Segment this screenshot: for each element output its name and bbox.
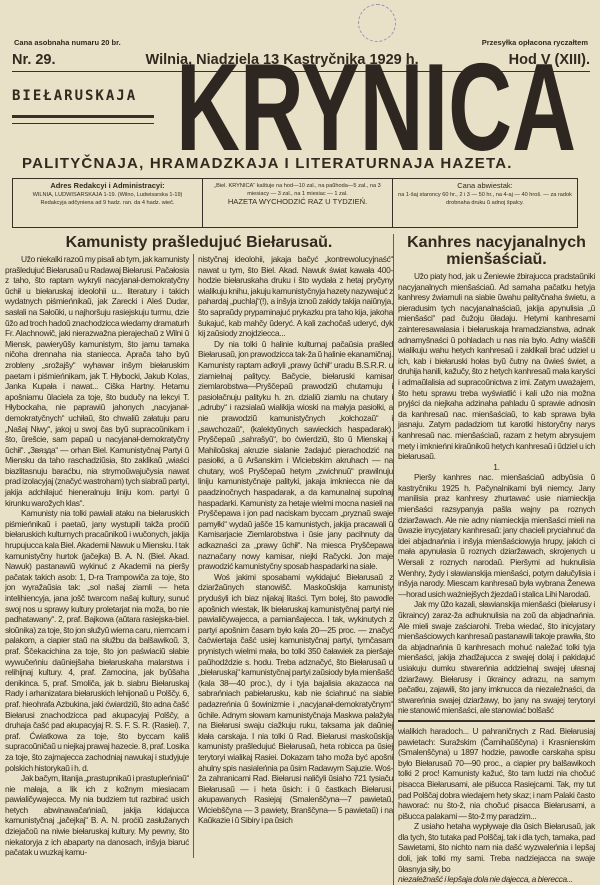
article1 [5, 234, 393, 885]
issue-date: Wilnia, Niadziela 13 Kastryčnika 1929 h. [145, 52, 419, 68]
paragraph: Jak bačym, litanija „prastupnikaŭ i prastupleńniaŭ“ nie małaja, a lik ich z kožnym miesiacam pawialičywajecca. My nia budziem tut razbirać usich hetych abwinawačańniaŭ, jakija kidajucca kamunistyčnaj „jačejkaj“ B. A. N. proćiŭ zasłužanych dziejačoŭ na niwie biełaruskaj kultury. My pewny, što niekatoryja z ich abaparty na danosach, inšyja biaruć pačatak u wuzkaj kamu- [5, 773, 189, 858]
page-body [5, 234, 595, 885]
paragraph: wialikich haradoch... U pahraničnych z Rad. Biełarusiaj pawietach: Suražskim (Čarnihaŭščyna) i Krasnienskim (Smalenščyna) u 1897 hodzie, pawodle carskaha spisu było Biełarusaŭ 70—90 proc., a ciapier pry balšawikoch tolki 2 proc! Kamunisty kažuć, što tam ludzi nia chočuć pisacca Biełarusami, ale pišucca Rasiejcami. Tak, my tut pad Polščaj dobra wiedajem hety skaz; i nam Palaki často haworać: nu što-ž, nia chočuć pisacca Biełarusami, a pišucca palakami — što-ž my paradzim... [398, 725, 595, 821]
paragraph: Dy nia tolki ŭ halinie kulturnaj pačaŭsia prašled Biełarusaŭ, jon prawodzicca tak-ža ŭ halinie ekanamičnaj. Kamunisty raptam adkryli „prawy ŭchił“ uradu B.S.R.R. u ziamielnaj palitycy. Bačycie, biełaruski kamisar ziemlarobstwa—Pryščepaŭ prawodziŭ chutarnuju i pasiołačnuju palityku h. zn. dzialiŭ ziamlu na chutary i „adruby“ i razsialaŭ wialikija wioski na małyja pasiołki, a nie prawodziŭ kamunistyčnych „kołchozaŭ“ i „sawchozaŭ“, (kalektyŭnych sawieckich haspadarak). Pryščepaŭ „sahrašyŭ“, bo ćwierdziŭ, što ŭ Mienskaj i Mahiloŭskaj akruzie sialanie žadajuć pierachodzić na pasiołki, a ŭ Aršanskim i Wiciebskim akruhach — na chutary, woš Pryščepaŭ hetym „zwichnuŭ“ prawilnuju liniju kamunistyčnaje palityki, jakaja imkniecca nie da paadzinočnych haspadarak, a da kamunalnaj supolnaj haspadarki. Kamunisty za hetaje wielmi mocna nasieli na Pryščepawa i jon pad naciskam byccam „pryznaŭ swaje pamyłki“ wydaŭ jašče 15 kamunistych, jakija pracawali ŭ Kamisarjacie Ziemlarobstwa i ŭsie jany pacihnuty da adkaznaści za „prawy ŭchił“. Na miesca Pryščepawa naznačany nowy kamisar, niejki Račycki. Jon maje prawodzić kamunistyčny sposab haspadarki na siale. [198, 338, 393, 572]
masthead-logo [176, 56, 578, 156]
issue-year: Hod V (XIII). [508, 52, 590, 68]
ads-panel [393, 179, 577, 227]
paragraph: Jak my ŭžo kazali, sławianskija mienšaści (biełarusy i ŭkraincy) zaraz-ža adhuknulisia na zoŭ da abjadnańnia. Ale mieli swaje zaściarohi. Treba wiedać, što inicyjatary mienšaściowych kanhresaŭ pastanawili takoje prawiła, što da abjadnańnia ŭ kanhresach mohuć naležać tolki tyja mienšaści, jakija zhadžajucca z swajej dolaj i pakidajuć usiakuju dumku stwareńnia addzielnaj swajej ułasnaj dziaržawy. Biełarusy i ŭkraincy adrazu, na samym pačatku, zajawili, što jany imknucca da niezaležnaści, da stwareńnia swajej dziaržawy, bo jany na swajej terytoryi nie stanowić mienšaści, ale stanowiać bolšašć [398, 599, 595, 716]
paragraph: nistyčnaj ideolohii, jakaja bačyć „kontrewolucyjnaść“ nawat u tym, što Biel. Akad. Nawuk świat kawała 400-hodzie biełaruskaha druku i što wydała z hetaj pryčyny wialikuju knihu, jakuju kamunistyčnyja hazety nazywajuć z pahardaj „puchlaj“(!), a inšyja iznoŭ zakidy takija naiŭnyja, što sapraŭdy prypaminajuć prykazku pra taho kija, jakoha šukajuć, kab mahčy ŭderyć. A kali zachočaš uderyć, dyk kij zaŭsiody znojdziecca... [198, 254, 393, 339]
info-box [12, 178, 578, 228]
postage-note: Przesyłka opłacona ryczałtem [481, 38, 588, 47]
section-rule [398, 720, 595, 722]
article1-continuation [398, 726, 595, 885]
masthead-prefix: BIEŁARUSKAJA [12, 88, 138, 104]
address: WILNIA, LUDWISARSKAJA 1-19. (Wilno, Ludwisarska 1-19) [32, 192, 183, 198]
article1-title: Kamunisty prašledujuć Biełarusaŭ. [65, 234, 333, 251]
issue-price: Cana asobnaha numaru 20 br. [14, 38, 121, 47]
paragraph: Kamunisty nia tolki pawiali ataku na biełaruskich piśmieńnikaŭ i paetaŭ, jany wystupili takža proćiŭ biełaruskich kulturnych pracaŭnikoŭ i wučonych, jakija hrupujucca kala Biel. Akademii Nawuk u Miensku. I tak kamunistyčny hurtok (jačejka) B. A. N. (Biel. Akad. Nawuk) pastanawiŭ wykinuć z Akademii na pieršy pačatak takich asob: 1, D-ra Trampowiča za toje, što jon wyražaŭsia tak: „sol našaj ziamli — heta intelihiencyja, jana jošč twarcom našaj kultury, sunuć swoj nos u sprawy kultury proletarjat nia moža, bo nie padhatawany“. 2, praf. Bajkowa (aŭtara rasiejska-biel. słoŭnika) za toje, što jon słužyŭ wierna caru, niemcam i palakom, a ciapier staŭ na słužbu da balšawikoŭ. 3, praf. Ščekacichina za toje, što jon paświaciŭ słabie wywučeńniu daŭniejšaha biełaruskaha malarstwa i relihijnaj kultury. 4, praf. Zamocina, jak byŭšaha denikinca. 5, praf. Smoliča, jak b. siabru Biełaruskaj Rady i arhanizatara biełaruskich lehijonaŭ u Polščy. 6, praf. hieohrafa Azbukina, jaki ćwiardziŭ, što adna čašć Biełarusi znachodzicca pad akupacyjaj Polščy, a druhaja čašć pad akupacyjaj R. S. F. S. R. (Rasiei). 7, praf. Ćwiatkowa za toje, što byccam kališ supracoŭničaŭ u niejkaj prawaj hazecie. 8, praf. Losika za toje, što zajmajecca zachodniaj nawukaj i studyjuje polskich historykaŭ i h. d. [5, 508, 189, 773]
masthead-title: KRYNICA [176, 56, 576, 156]
office-hours: Redakcyja adčyniena ad 9 hadz. ran. da 4 hadz. wieč. [40, 200, 175, 206]
right-column [393, 234, 595, 885]
subscription-panel [203, 179, 393, 227]
closing-line: niezaležnašć i lepšaja dola nie dajecca, a bierecca... [398, 874, 573, 885]
paragraph: Z usiaho hetaha wypływaje dla ŭsich Biełarusaŭ, jak dla tych, što tutaka pad Polščaj, tak i dla tych, tamaka, pad Sawietami, što nichto nam nia dašć wyzwaleńnia i lepšaj doli, jak tolki my sami. Treba nadziejacca na swaje ŭłasnyja siły, bo [398, 821, 595, 874]
paragraph: Užo piaty hod, jak u Ženiewie źbirajucca pradstaŭniki nacyjanalnych mienšaściaŭ. Ad samaha pačatku hetyja kanhresy źwiarnuli na siabie ŭwahu palityčnaha świetu, a pieradusim tych nacyjanalnaściaŭ, jakija apynulisia „ŭ mienšaści“ pad čužoju ŭładaju. Hetymi kanhresami zainteresawalasia i biełaruskaja hramadzianstwa, adnak adnamyšnaści ŭ pohladach u nas nia było. Adny wiaščili wialikuju wahu hetych kanhresaŭ i zaklikali brać udziel u ich, kab i biełaruski hołas byŭ čutny na ŭwieś świet, a druhija hanili, kažučy, što z hetych kanhresaŭ mała karyści i admaŭlalisia ad supracoŭnictwa z imi. Zatym uważajem, što hetu sprawu treba wyświatlić i kali užo nia možna pryjści da niejkaha adzinaha pahladu ŭ sprawie adnosin da kanhresaŭ nac. mienšaściaŭ, to kab sprawa była jasnaju. Zatym padadziom tut karotki historyčny narys kanhresaŭ nac. mienšaściaŭ, razam z hetym abrysujem mety i imknieńni kiraŭnikoŭ hetych kanhresaŭ i ŭdziel u ich biełarusaŭ. [398, 271, 595, 462]
paragraph: Pieršy kanhres nac. mienšaściaŭ adbyŭsia ŭ kastryčniku 1925 h. Pačynalnikami byli niemcy. Jany manilisia praz kanhresy zhurtawać usie niamieckija mienšaści razsypanyja pašla wajny pa roznych dziaržawach. Ale nie adny niamieckija mienšaści mieli na ŭwazie inycyjatary kanhresaŭ: jany chacieli pryciahnuć da idei abjadnańnia i inšyja mienšaściowyja hrupy, jakich ci mała apynułasia ŭ roznych dziaržawach, skrojenych u Wersali z roznych narodaŭ. Pieršymi ad huknulisia Wenhry, žydy i sławianskija mienšaści, potym dałučylisia i inšyja narody. Miescam kanhresaŭ była wybrana Ženewa—horad usich ważniejšych źjezdaŭ i stalica Lihi Narodaŭ. [398, 472, 595, 599]
section-number: 1. [493, 461, 500, 472]
article1-column2 [193, 254, 393, 858]
paragraph: Woś jakimi sposabami wykidajuć Biełarusaŭ z dziaržaŭnych stanowišč. Maskoŭskija kamunisty pryduśyli ich biaz nijakaj litaści. Tym bolej, što pawodle apošnich wiestak, lik biełaruskaj kamunistyčnaj partyi nie pawialičywajecca, a pamianšajecca. I tak, wykinutych z partyi apošnim časam było kala 20—25 proc. — značyć čaćwiertaja čašć usiej kamunistyčnaj partyi, tymčasam prynistych wielmi mała, bo tolki 350 čaławiek za pieršaje paŭhodździe s. hodu. Treba adznačyć, što Biełarusaŭ u „biełaruskaj“ kamunistyčnaj partyi zaŭsiody była mienšašć (kala 38—40 proc.), dy i tyja bajalisia akazacca na sabrańniach pabiełarusku, kab nie ściahnuć na siabie padazreńnia ŭ šowinizmie i „nacyjanał-demokratyčnym“ ŭchile. Adnym słowam kamunistyčnaja Maskwa pałažyła na Biełarusi swaju ciažkuju ruku, taksama jak daŭniej kłała carskaja. I nia tolki ŭ Rad. Biełarusi maskoŭskija kamunisty prašledujuć Biełarusaŭ, heta robicca pa ŭsiej terytoryi wialikaj Rasiei. Dokazam taho moža być apošni ahulny spis nasialeńnia pa ŭsim Radawym Sajuzie. Woś-ža zahranicami Rad. Biełarusi naličyli ŭsiaho 721 tysiaču Biełarusaŭ — i heta ŭsich: i ŭ častkach Biełarusi, akupawanych Rasiejaj (Smalenščyna—7 pawietaŭ, Wiciebščyna — 3 pawiety, Branščyna— 5 pawietaŭ) i na Kaŭkazie i ŭ Sibiry i pa ŭsich [198, 571, 393, 826]
address-title: Adres Redakcyi i Administracyi: [50, 181, 165, 190]
ads-title: Cana abwiestak: [457, 181, 513, 190]
paragraph: Užo niekalki razoŭ my pisali ab tym, jak kamunisty prašledujuć Biełarusaŭ u Radawaj Biełarusi. Pačałosia z taho, što raptam wykryli nacyjanał-demokratyčny ŭchił u biełaruskaj ideolohii u... literatury i takich wydatnych piśmieńnikaŭ, jak Zarecki i Aleś Dudar, sasłali na Sałoŭki, u najhoršuju rasiejskuju turmu, dzie ŭžo ad troch hadoŭ znachodzicca wiedamy dramaturh Fr. Alachnowič, jaki nierazwažna pierajechaŭ z Wilni ŭ Miensk, pawieryŭšy kamunistym, što jamu tamaka ničoha drennaha nia staniecca. Aprača taho byŭ zrobleny „srožajšy“ wyhawar inšym biełaruskim paetam i piśmieńnikam, jak T. Hłybocki, Jakub Kolas, Janka Kupała i nawat... Ciška Hartny. Hetamu apošniamu ŭlaciela za toje, što budučy na lekcyi T. Hłybockaha, nie paprawiŭ jahonych „nacyjanał-demokratyčnych“ uchiłaŭ, što chwaliŭ załatuju paru „Našaj Niwy“, jakoj u swoj čas byŭ supracoŭnikam i što, ŭrešcie, sam papaŭ u nacyjanał-demokratyčny ŭchił“. „Звязда“ — orhan Biel. Kamunistyčnaj Partyi ŭ Miensku da taho raschadziŭsia, što zaklikaŭ „wiaści biazlitasnuju baraćbu, nia strymoŭwajučysia nawat prad izolacyjaj (značyć wastroham) tych siabraŭ partyi, jakija adchilajuć hieneralnuju liniju kom. partyi ŭ kirunku warožych klas“. [5, 254, 189, 508]
article2-body [398, 271, 595, 716]
publication-frequency: HAZETA WYCHODZIĆ RAZ U TYDZIEŃ. [227, 197, 368, 206]
ads-prices: na 1-šaj staroncy 60 hr., 2 i 3 — 50 hr., na 4-aj — 40 hroš. — za radok drobnaha druku ŭ adnoj špalcy. [398, 192, 572, 206]
article2-title: Kanhres nacyjanalnych mienšaściaŭ. [407, 234, 586, 268]
issue-number: Nr. 29. [12, 52, 56, 68]
subscription-prices: „Biel. KRYNICA“ kaštuje na hod—10 zal., na paŭhoda—5 zal., na 3 miesiacy — 3 zal., na 1 miesiac — 1 zal. [214, 183, 381, 197]
masthead-subtitle: PALITYČNAJA, HRAMADZKAJA I LITERATURNAJA HAZETA. [22, 155, 513, 172]
masthead-rule [12, 115, 154, 124]
library-stamp [358, 4, 396, 42]
address-panel [13, 179, 203, 227]
article1-column1 [5, 254, 193, 858]
